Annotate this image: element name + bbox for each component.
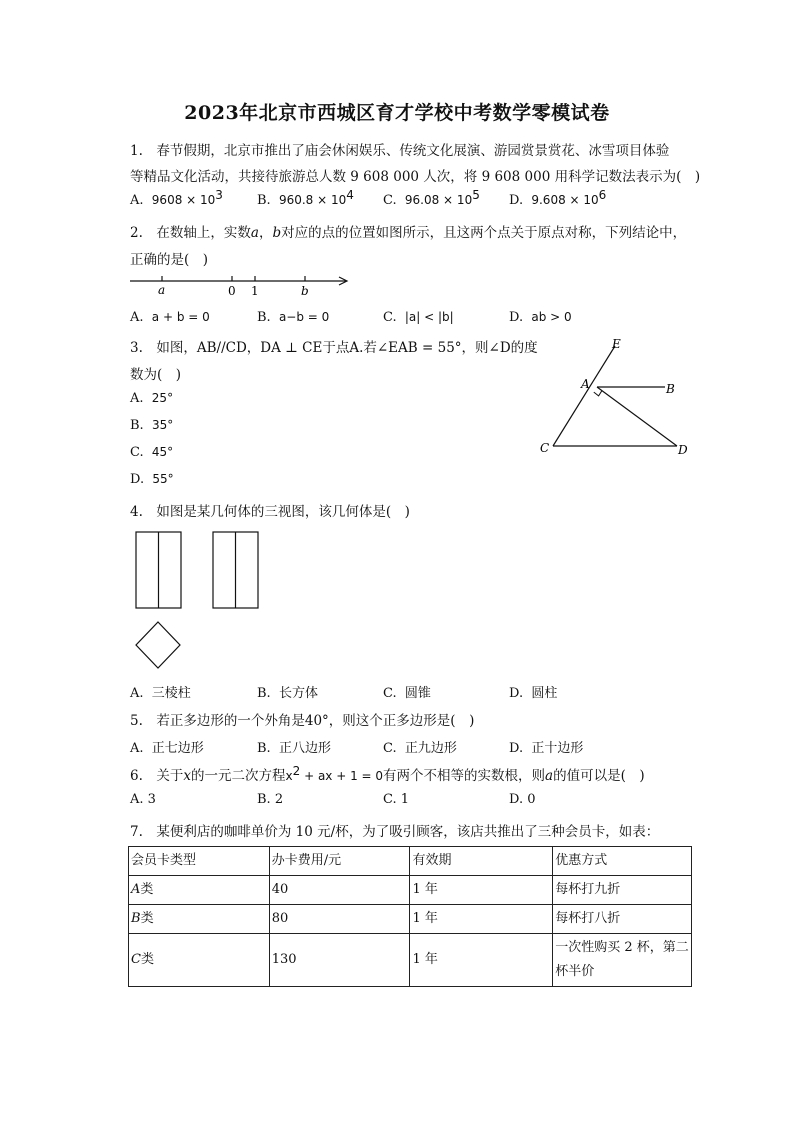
membership-card-table <box>128 846 692 987</box>
cell-card-type: C类 <box>129 934 270 987</box>
label-e: E <box>612 337 621 351</box>
label-1: 1 <box>251 284 259 298</box>
q5-option-b: B. 正八边形 <box>257 741 331 756</box>
q6-stem-line1: 6. 关于x的一元二次方程$x^2$ + ax + 1 = 0有两个不相等的实数根，则a的值可以是( ) <box>130 764 645 784</box>
cell-period: 1 年 <box>410 876 553 905</box>
q3-option-d: D. 55° <box>130 472 174 487</box>
q2-option-a: A. a + b = 0 <box>130 310 210 325</box>
label-a: a <box>158 283 166 297</box>
q2-stem-line2: 正确的是( ) <box>130 252 209 268</box>
label-a: A <box>581 377 590 391</box>
q1-option-a: A. $9608 \times 10^3$ <box>130 188 223 208</box>
front-view <box>136 532 181 608</box>
cell-period: 1 年 <box>410 934 553 987</box>
q2-option-c: C. |a| < |b| <box>383 310 454 325</box>
q6-option-a: A. 3 <box>130 792 156 807</box>
q4-option-a: A. 三棱柱 <box>130 686 191 701</box>
label-d: D <box>678 443 688 457</box>
table-header-row <box>129 847 692 876</box>
header-fee: 办卡费用/元 <box>269 847 410 876</box>
table-row <box>129 905 692 934</box>
header-discount: 优惠方式 <box>553 847 692 876</box>
q4-stem-line1: 4. 如图是某几何体的三视图，该几何体是( ) <box>130 504 410 520</box>
cell-period: 1 年 <box>410 905 553 934</box>
q3-option-a: A. 25° <box>130 391 174 406</box>
cell-discount: 每杯打九折 <box>553 876 692 905</box>
q5-stem-line1: 5. 若正多边形的一个外角是40°，则这个正多边形是( ) <box>130 713 475 729</box>
q1-option-d: D. $9.608 \times 10^6$ <box>509 188 607 208</box>
q3-stem-line2: 数为( ) <box>130 367 182 383</box>
header-period: 有效期 <box>410 847 553 876</box>
q2-option-b: B. a−b = 0 <box>257 310 330 325</box>
q3-option-b: B. 35° <box>130 418 174 433</box>
label-b: B <box>666 382 675 396</box>
header-card-type: 会员卡类型 <box>129 847 270 876</box>
table-row <box>129 876 692 905</box>
q1-option-c: C. $96.08 \times 10^5$ <box>383 188 480 208</box>
q2-option-d: D. ab > 0 <box>509 310 572 325</box>
q6-option-d: D. 0 <box>509 792 536 807</box>
cell-card-type: A类 <box>129 876 270 905</box>
q1-stem-line1: 1. 春节假期，北京市推出了庙会休闲娱乐、传统文化展演、游园赏景赏花、冰雪项目体验 <box>130 143 670 159</box>
q1-option-b: B. $960.8 \times 10^4$ <box>257 188 354 208</box>
cell-fee: 80 <box>269 905 410 934</box>
q1-stem-line2: 等精品文化活动，共接待旅游总人数 9 608 000 人次，将 9 608 000 用科学记数法表示为( ) <box>130 169 701 185</box>
q3-option-c: C. 45° <box>130 445 174 460</box>
q7-stem-line1: 7. 某便利店的咖啡单价为 10 元/杯，为了吸引顾客，该店共推出了三种会员卡，如表： <box>130 824 660 840</box>
q6-option-b: B. 2 <box>257 792 284 807</box>
q6-option-c: C. 1 <box>383 792 410 807</box>
parallel-lines-figure <box>535 336 695 461</box>
right-angle-mark <box>594 391 602 396</box>
segment-ad <box>597 387 677 446</box>
cell-discount: 一次性购买 2 杯，第二杯半价 <box>553 934 692 987</box>
label-b: b <box>301 284 309 298</box>
q3-stem-line1: 3. 如图，AB//CD，DA ⊥ CE于点A.若∠EAB = 55°，则∠D的度 <box>130 340 538 356</box>
q4-option-c: C. 圆锥 <box>383 686 431 701</box>
label-0: 0 <box>228 284 236 298</box>
q4-option-d: D. 圆柱 <box>509 686 558 701</box>
cell-fee: 130 <box>269 934 410 987</box>
q2-stem-line1: 2. 在数轴上，实数a，b对应的点的位置如图所示，且这两个点关于原点对称，下列结论中， <box>130 225 687 241</box>
cell-discount: 每杯打八折 <box>553 905 692 934</box>
label-c: C <box>540 441 550 455</box>
page-title: 2023年北京市西城区育才学校中考数学零模试卷 <box>184 102 610 124</box>
cell-card-type: B类 <box>129 905 270 934</box>
cell-fee: 40 <box>269 876 410 905</box>
number-line-figure <box>128 272 368 302</box>
top-view <box>136 622 180 668</box>
three-view-figure <box>133 529 273 674</box>
q5-option-a: A. 正七边形 <box>130 741 204 756</box>
segment-ce <box>553 346 615 446</box>
side-view <box>213 532 258 608</box>
q4-option-b: B. 长方体 <box>257 686 318 701</box>
q5-option-c: C. 正九边形 <box>383 741 457 756</box>
table-row <box>129 934 692 987</box>
q5-option-d: D. 正十边形 <box>509 741 584 756</box>
